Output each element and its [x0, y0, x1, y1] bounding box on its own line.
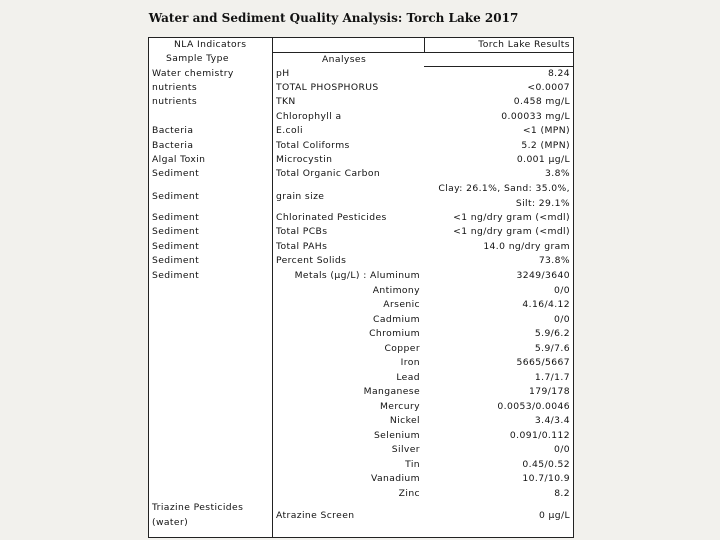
result-cell: <1 (MPN) — [522, 125, 570, 136]
result-cell: Clay: 26.1%, Sand: 35.0%, — [438, 183, 570, 194]
sample-type-cell: Sediment — [152, 255, 200, 266]
metal-name: Metals (µg/L) : Aluminum — [294, 270, 420, 281]
sample-type-cell: Sediment — [152, 168, 200, 179]
metal-name: Selenium — [373, 429, 420, 441]
result-cell: 8.24 — [547, 68, 570, 79]
metal-result: 0/0 — [554, 313, 570, 325]
metal-result: 0.091/0.112 — [509, 429, 570, 441]
sample-type-cell: Bacteria — [152, 125, 194, 136]
sample-type-cell: (water) — [152, 517, 189, 528]
metal-result: 179/178 — [529, 386, 570, 397]
sample-type-cell: Water chemistry — [152, 68, 234, 79]
result-cell: <1 ng/dry gram (<mdl) — [453, 226, 570, 237]
header-rule — [424, 66, 573, 67]
metal-result: 10.7/10.9 — [522, 473, 570, 484]
metal-name: Cadmium — [373, 313, 420, 325]
sample-type-cell: Sediment — [152, 241, 200, 252]
metal-name: Copper — [384, 342, 420, 354]
metal-result: 3249/3640 — [516, 270, 570, 281]
results-header: Torch Lake Results — [478, 39, 570, 50]
result-cell: Silt: 29.1% — [515, 198, 570, 209]
analysis-cell: TKN — [276, 96, 296, 107]
metal-name: Chromium — [369, 328, 420, 339]
metal-result: 5.9/7.6 — [534, 342, 570, 354]
analysis-cell: grain size — [276, 191, 325, 202]
sample-type-cell: nutrients — [152, 96, 198, 107]
metal-name: Nickel — [389, 415, 420, 426]
metal-result: 1.7/1.7 — [534, 371, 570, 383]
sample-type-cell: nutrients — [152, 82, 198, 93]
metal-name: Manganese — [363, 386, 420, 397]
analysis-cell: Atrazine Screen — [276, 510, 355, 521]
metal-name: Arsenic — [383, 299, 420, 310]
analysis-cell: Chlorinated Pesticides — [276, 212, 387, 223]
result-cell: 0.458 mg/L — [513, 96, 570, 107]
result-cell: 14.0 ng/dry gram — [483, 241, 570, 252]
metal-result: 0/0 — [554, 444, 570, 455]
analyses-header: Analyses — [322, 54, 367, 65]
result-cell: 3.8% — [545, 168, 570, 179]
sample-type-cell: Sediment — [152, 270, 200, 281]
column-divider — [272, 38, 273, 537]
analysis-cell: Total Organic Carbon — [276, 168, 381, 179]
result-cell: 5.2 (MPN) — [521, 140, 570, 151]
result-cell: 73.8% — [538, 255, 570, 266]
metal-name: Iron — [400, 357, 420, 368]
nla-indicators-header: NLA Indicators — [174, 39, 247, 50]
header-rule — [272, 52, 573, 53]
metal-name: Zinc — [398, 487, 420, 499]
metal-result: 0.45/0.52 — [522, 458, 570, 470]
metal-name: Antimony — [372, 284, 420, 296]
metal-result: 0/0 — [554, 284, 570, 296]
sample-type-header: Sample Type — [166, 53, 229, 64]
sample-type-cell: Triazine Pesticides — [152, 502, 244, 513]
analysis-cell: Total PAHs — [276, 241, 328, 252]
sample-type-cell: Sediment — [152, 191, 200, 202]
page-title: Water and Sediment Quality Analysis: Torch Lake 2017 — [148, 11, 519, 25]
analysis-cell: Microcystin — [276, 154, 333, 165]
result-cell: 0.001 µg/L — [516, 154, 570, 165]
metal-result: 3.4/3.4 — [534, 415, 570, 426]
analysis-cell: Percent Solids — [276, 255, 347, 266]
metal-result: 5665/5667 — [516, 357, 570, 368]
result-cell: <1 ng/dry gram (<mdl) — [453, 212, 570, 223]
sample-type-cell: Bacteria — [152, 140, 194, 151]
sample-type-cell: Sediment — [152, 212, 200, 223]
result-cell: 0 µg/L — [538, 510, 570, 521]
sample-type-cell: Algal Toxin — [152, 154, 206, 165]
analysis-cell: E.coli — [276, 125, 303, 136]
analysis-cell: Chlorophyll a — [276, 111, 342, 122]
metal-name: Mercury — [379, 400, 420, 412]
header-divider — [424, 38, 425, 53]
analysis-cell: Total Coliforms — [276, 140, 350, 151]
metal-name: Vanadium — [370, 473, 420, 484]
analysis-cell: pH — [276, 68, 290, 79]
analysis-cell: TOTAL PHOSPHORUS — [276, 82, 379, 93]
results-table — [148, 37, 574, 538]
metal-result: 4.16/4.12 — [522, 299, 570, 310]
result-cell: <0.0007 — [527, 82, 570, 93]
metal-result: 0.0053/0.0046 — [497, 400, 570, 412]
result-cell: 0.00033 mg/L — [501, 111, 570, 122]
metal-name: Lead — [396, 371, 420, 383]
metal-result: 8.2 — [554, 487, 570, 499]
metal-result: 5.9/6.2 — [534, 328, 570, 339]
metal-name: Tin — [405, 458, 420, 470]
sample-type-cell: Sediment — [152, 226, 200, 237]
metal-name: Silver — [391, 444, 420, 455]
analysis-cell: Total PCBs — [276, 226, 328, 237]
